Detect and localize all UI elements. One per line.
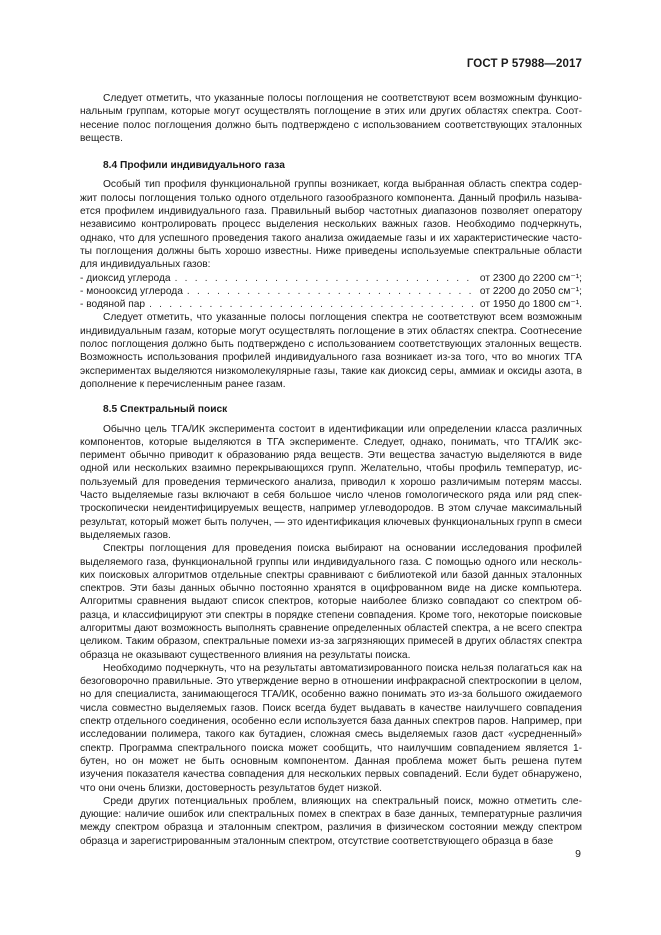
leader-dots [187,285,477,298]
gas-name: - диоксид углерода [80,272,171,284]
gas-range: от 1950 до 1800 см⁻¹. [479,299,582,311]
page-number: 9 [575,848,581,860]
section-heading-8-5: 8.5 Спектральный поиск [103,404,228,416]
paragraph: Обычно цель ТГА/ИК эксперимента состоит в идентификации или определении класса различных компонентов, которые выделяются в ТГА эксперименте. Следует, однако, понимать, что ТГА/ИК эксперимент обычно приводит к образованию ряда веществ. Эти вещества зачастую выделяются в виде одной или нескольких взаимно перекрывающихся групп. Желательно, чтобы профиль температур, используемый для проведения термического анализа, приводил к хорошо различимым потерям массы. Часто выделяемые газы включают в себя большое число членов гомологического ряда или ряд спектроскопически неидентифицируемых веществ, например углеводородов. В этом случае максимальный результат, который может быть получен, — это идентификация ключевых функциональных групп в смеси выделяемых газов. [80,423,582,541]
paragraph: Необходимо подчеркнуть, что на результаты автоматизированного поиска нельзя полагаться как на безоговорочно правильные. Это утверждение верно в отношении инфракрасной спектроскопии в целом, но для специалиста, занимающегося ТГА/ИК, особенно важно понимать это из-за большого ожидаемого числа совместно выделяемых газов. Поиск всегда будет выдавать в качестве наилучшего совпадения спектр отдельного соединения, особенно если используется база данных спектров паров. Например, при исследовании полимера, такого как бутадиен, сложная смесь выделяемых газов даст «усредненный» спектр. Программа спектрального поиска может сообщить, что наилучшим совпадением является 1-бутен, но он может не быть основным компонентом. Данная проблема может быть решена путем изучения показателя качества совпадения для нескольких первых совпадений. Если будет обнаружено, что они очень близки, достоверность результатов будет низкой. [80,662,582,794]
paragraph: Среди других потенциальных проблем, влияющих на спектральный поиск, можно отметить следующие: наличие ошибок или спектральных помех в спектрах в базе данных, температурные различия между спектром образца и эталонным спектром, различия в физическом состоянии между спектром образца и зарегистрированным эталонным спектром, отсутствие соответствующего образца в базе [80,795,582,847]
document-body [80,92,582,848]
list-item [80,298,582,311]
leader-dots [149,298,477,311]
list-item [80,272,582,285]
gas-range: от 2300 до 2200 см⁻¹; [479,272,582,284]
list-item [80,285,582,298]
gas-name: - водяной пар [80,299,146,311]
section-heading-8-4: 8.4 Профили индивидуального газа [103,160,285,172]
paragraph: Следует отметить, что указанные полосы поглощения не соответствуют всем возможным функциональным группам, которые могут осуществлять поглощение в этих или других областях спектра. Соотнесение полос поглощения должно быть подтверждено с использованием соответствующих эталонных веществ. [80,93,582,144]
gas-range: от 2200 до 2050 см⁻¹; [479,285,582,297]
paragraph: Спектры поглощения для проведения поиска выбирают на основании исследования профилей выделяемого газа, функциональной группы или индивидуального газа. С помощью одного или нескольких поисковых алгоритмов отдельные спектры сравнивают с библиотекой или базой данных эталонных спектров. Эти базы данных обычно постоянно хранятся в оцифрованном виде на диске компьютера. Алгоритмы сравнения выдают список спектров, которые наиболее близко совпадают со спектром образца, и классифицируют эти спектры в порядке степени совпадения. Кроме того, некоторые поисковые алгоритмы дают возможность выполнять сравнение определенных областей спектра, а не всего спектра целиком. Таким образом, спектральные помехи из-за загрязняющих примесей в других областях спектра образца не оказывают существенного влияния на результаты поиска. [80,543,582,661]
standard-code-header: ГОСТ Р 57988—2017 [466,58,582,70]
gas-range-list [80,272,582,312]
gas-name: - монооксид углерода [80,285,183,297]
leader-dots [175,272,477,285]
paragraph: Особый тип профиля функциональной группы возникает, когда выбранная область спектра содержит полосы поглощения только одного отдельного газообразного компонента. Данный профиль называется профилем индивидуального газа. Правильный выбор частотных диапазонов позволяет оператору независимо контролировать процесс выделения нескольких важных газов. Необходимо подчеркнуть, однако, что для успешного проведения такого анализа ожидаемые газы и их характеристические частоты поглощения должны быть хорошо известны. Ниже приведены используемые спектральные области для индивидуальных газов: [80,179,582,271]
paragraph: Следует отметить, что указанные полосы поглощения спектра не соответствуют всем возможным индивидуальным газам, которые могут осуществлять поглощение в этих областях спектра. Соотнесение полос поглощения должно быть подтверждено с использованием соответствующих эталонных веществ. Возможность использования профилей индивидуального газа возникает из-за того, что во многих ТГА экспериментах выделяются низкомолекулярные газы, такие как диоксид серы, аммиак и оксиды азота, в дополнение к перечисленным ранее газам. [80,312,582,390]
